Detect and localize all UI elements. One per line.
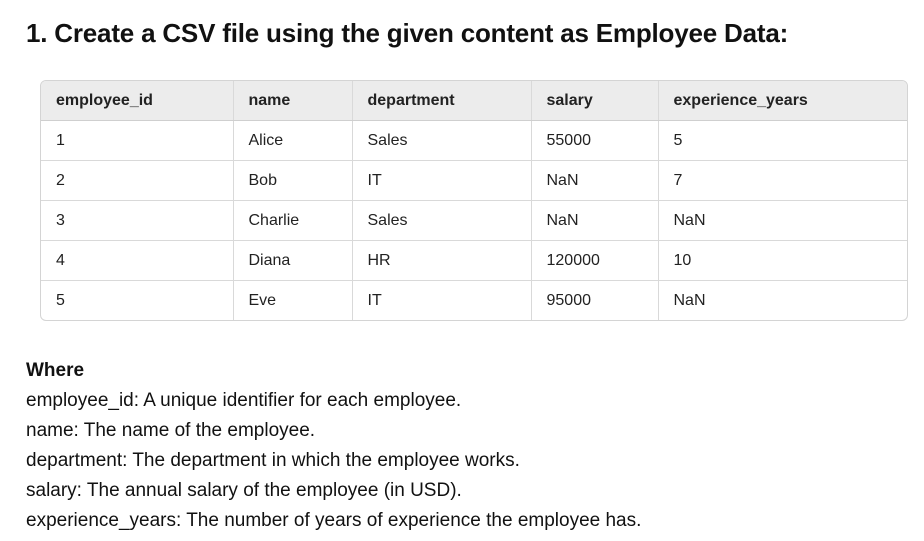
table-cell: 95000 <box>531 281 658 321</box>
table-row <box>41 121 907 161</box>
table-row <box>41 201 907 241</box>
table-cell: IT <box>352 281 531 321</box>
table-cell: Eve <box>233 281 352 321</box>
employee-data-table <box>40 80 908 321</box>
column-header-name: name <box>233 81 352 121</box>
table-cell: 5 <box>41 281 233 321</box>
table-row <box>41 161 907 201</box>
table-cell: NaN <box>531 161 658 201</box>
table-cell: 1 <box>41 121 233 161</box>
table-cell: 3 <box>41 201 233 241</box>
table-cell: 4 <box>41 241 233 281</box>
field-definitions <box>26 356 906 536</box>
table-header-row <box>41 81 907 121</box>
table-cell: 120000 <box>531 241 658 281</box>
table-cell: Alice <box>233 121 352 161</box>
definition-experience-years: experience_years: The number of years of experience the employee has. <box>26 510 642 531</box>
definition-department: department: The department in which the employee works. <box>26 450 520 471</box>
definition-salary: salary: The annual salary of the employee (in USD). <box>26 480 462 501</box>
table-cell: IT <box>352 161 531 201</box>
table-cell: Bob <box>233 161 352 201</box>
table-cell: 55000 <box>531 121 658 161</box>
table-cell: HR <box>352 241 531 281</box>
table-cell: 5 <box>658 121 907 161</box>
column-header-employee-id: employee_id <box>41 81 233 121</box>
table-cell: NaN <box>673 291 706 309</box>
page-title: 1. Create a CSV file using the given content as Employee Data: <box>26 18 789 48</box>
definitions-title: Where <box>26 360 85 381</box>
definition-employee-id: employee_id: A unique identifier for each employee. <box>26 390 462 411</box>
data-table <box>41 81 907 320</box>
table-row <box>41 281 907 321</box>
table-cell: NaN <box>531 201 658 241</box>
table-cell: 7 <box>658 161 907 201</box>
column-header-salary: salary <box>531 81 658 121</box>
table-cell: Sales <box>352 121 531 161</box>
table-cell: 2 <box>41 161 233 201</box>
column-header-department: department <box>352 81 531 121</box>
column-header-experience-years: experience_years <box>658 81 907 121</box>
table-cell: NaN <box>658 201 907 241</box>
definition-name: name: The name of the employee. <box>26 420 316 441</box>
table-cell: Diana <box>233 241 352 281</box>
table-cell: Charlie <box>233 201 352 241</box>
table-row <box>41 241 907 281</box>
table-cell: 10 <box>658 241 907 281</box>
table-cell: Sales <box>352 201 531 241</box>
